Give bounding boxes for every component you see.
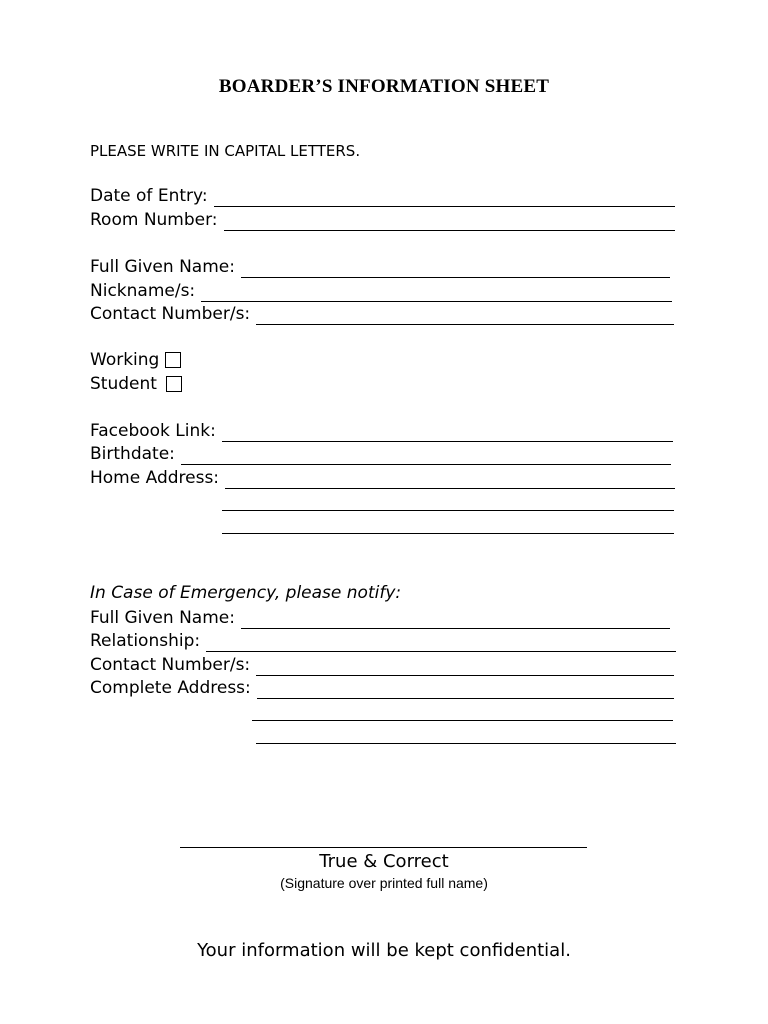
emergency-contact-numbers-line[interactable]: [256, 658, 674, 676]
working-option[interactable]: [90, 349, 181, 371]
facebook-link-line[interactable]: [222, 424, 673, 442]
student-option[interactable]: [90, 373, 182, 395]
signature-line[interactable]: [180, 847, 587, 848]
confidentiality-note: Your information will be kept confidential.: [197, 940, 571, 961]
home-address-line-3[interactable]: [222, 533, 674, 534]
birthdate-field[interactable]: [90, 443, 671, 465]
date-of-entry-field[interactable]: [90, 185, 675, 207]
student-checkbox[interactable]: [166, 376, 182, 392]
complete-address-label: Complete Address:: [90, 678, 251, 698]
birthdate-label: Birthdate:: [90, 444, 175, 464]
home-address-line[interactable]: [225, 471, 675, 489]
room-number-field[interactable]: [90, 209, 675, 231]
full-given-name-label: Full Given Name:: [90, 257, 235, 277]
full-given-name-field[interactable]: [90, 256, 670, 278]
form-title: BOARDER’S INFORMATION SHEET: [218, 76, 550, 97]
nicknames-field[interactable]: [90, 280, 672, 302]
working-checkbox[interactable]: [165, 352, 181, 368]
room-number-label: Room Number:: [90, 210, 218, 230]
emergency-contact-numbers-label: Contact Number/s:: [90, 655, 251, 675]
emergency-full-given-name-line[interactable]: [241, 611, 670, 629]
signature-note: (Signature over printed full name): [280, 875, 488, 891]
full-given-name-line[interactable]: [241, 260, 670, 278]
emergency-full-given-name-label: Full Given Name:: [90, 608, 235, 628]
facebook-link-field[interactable]: [90, 420, 673, 442]
contact-numbers-label: Contact Number/s:: [90, 304, 251, 324]
working-label: Working: [90, 350, 160, 370]
complete-address-line[interactable]: [257, 681, 674, 699]
emergency-heading: In Case of Emergency, please notify:: [90, 583, 402, 603]
birthdate-line[interactable]: [181, 447, 671, 465]
relationship-field[interactable]: [90, 630, 676, 652]
date-of-entry-label: Date of Entry:: [90, 186, 208, 206]
relationship-line[interactable]: [206, 634, 676, 652]
date-of-entry-line[interactable]: [214, 189, 675, 207]
complete-address-field[interactable]: [90, 677, 674, 699]
emergency-full-given-name-field[interactable]: [90, 607, 670, 629]
signature-label: True & Correct: [319, 851, 449, 872]
contact-numbers-line[interactable]: [256, 307, 674, 325]
facebook-link-label: Facebook Link:: [90, 421, 216, 441]
relationship-label: Relationship:: [90, 631, 201, 651]
room-number-line[interactable]: [224, 213, 675, 231]
home-address-line-2[interactable]: [222, 510, 674, 511]
instruction-text: PLEASE WRITE IN CAPITAL LETTERS.: [90, 142, 361, 160]
nicknames-label: Nickname/s:: [90, 281, 196, 301]
home-address-label: Home Address:: [90, 468, 220, 488]
emergency-contact-numbers-field[interactable]: [90, 654, 674, 676]
home-address-field[interactable]: [90, 467, 675, 489]
contact-numbers-field[interactable]: [90, 303, 674, 325]
complete-address-line-2[interactable]: [252, 720, 673, 721]
complete-address-line-3[interactable]: [256, 743, 676, 744]
nicknames-line[interactable]: [201, 284, 672, 302]
student-label: Student: [90, 374, 157, 394]
